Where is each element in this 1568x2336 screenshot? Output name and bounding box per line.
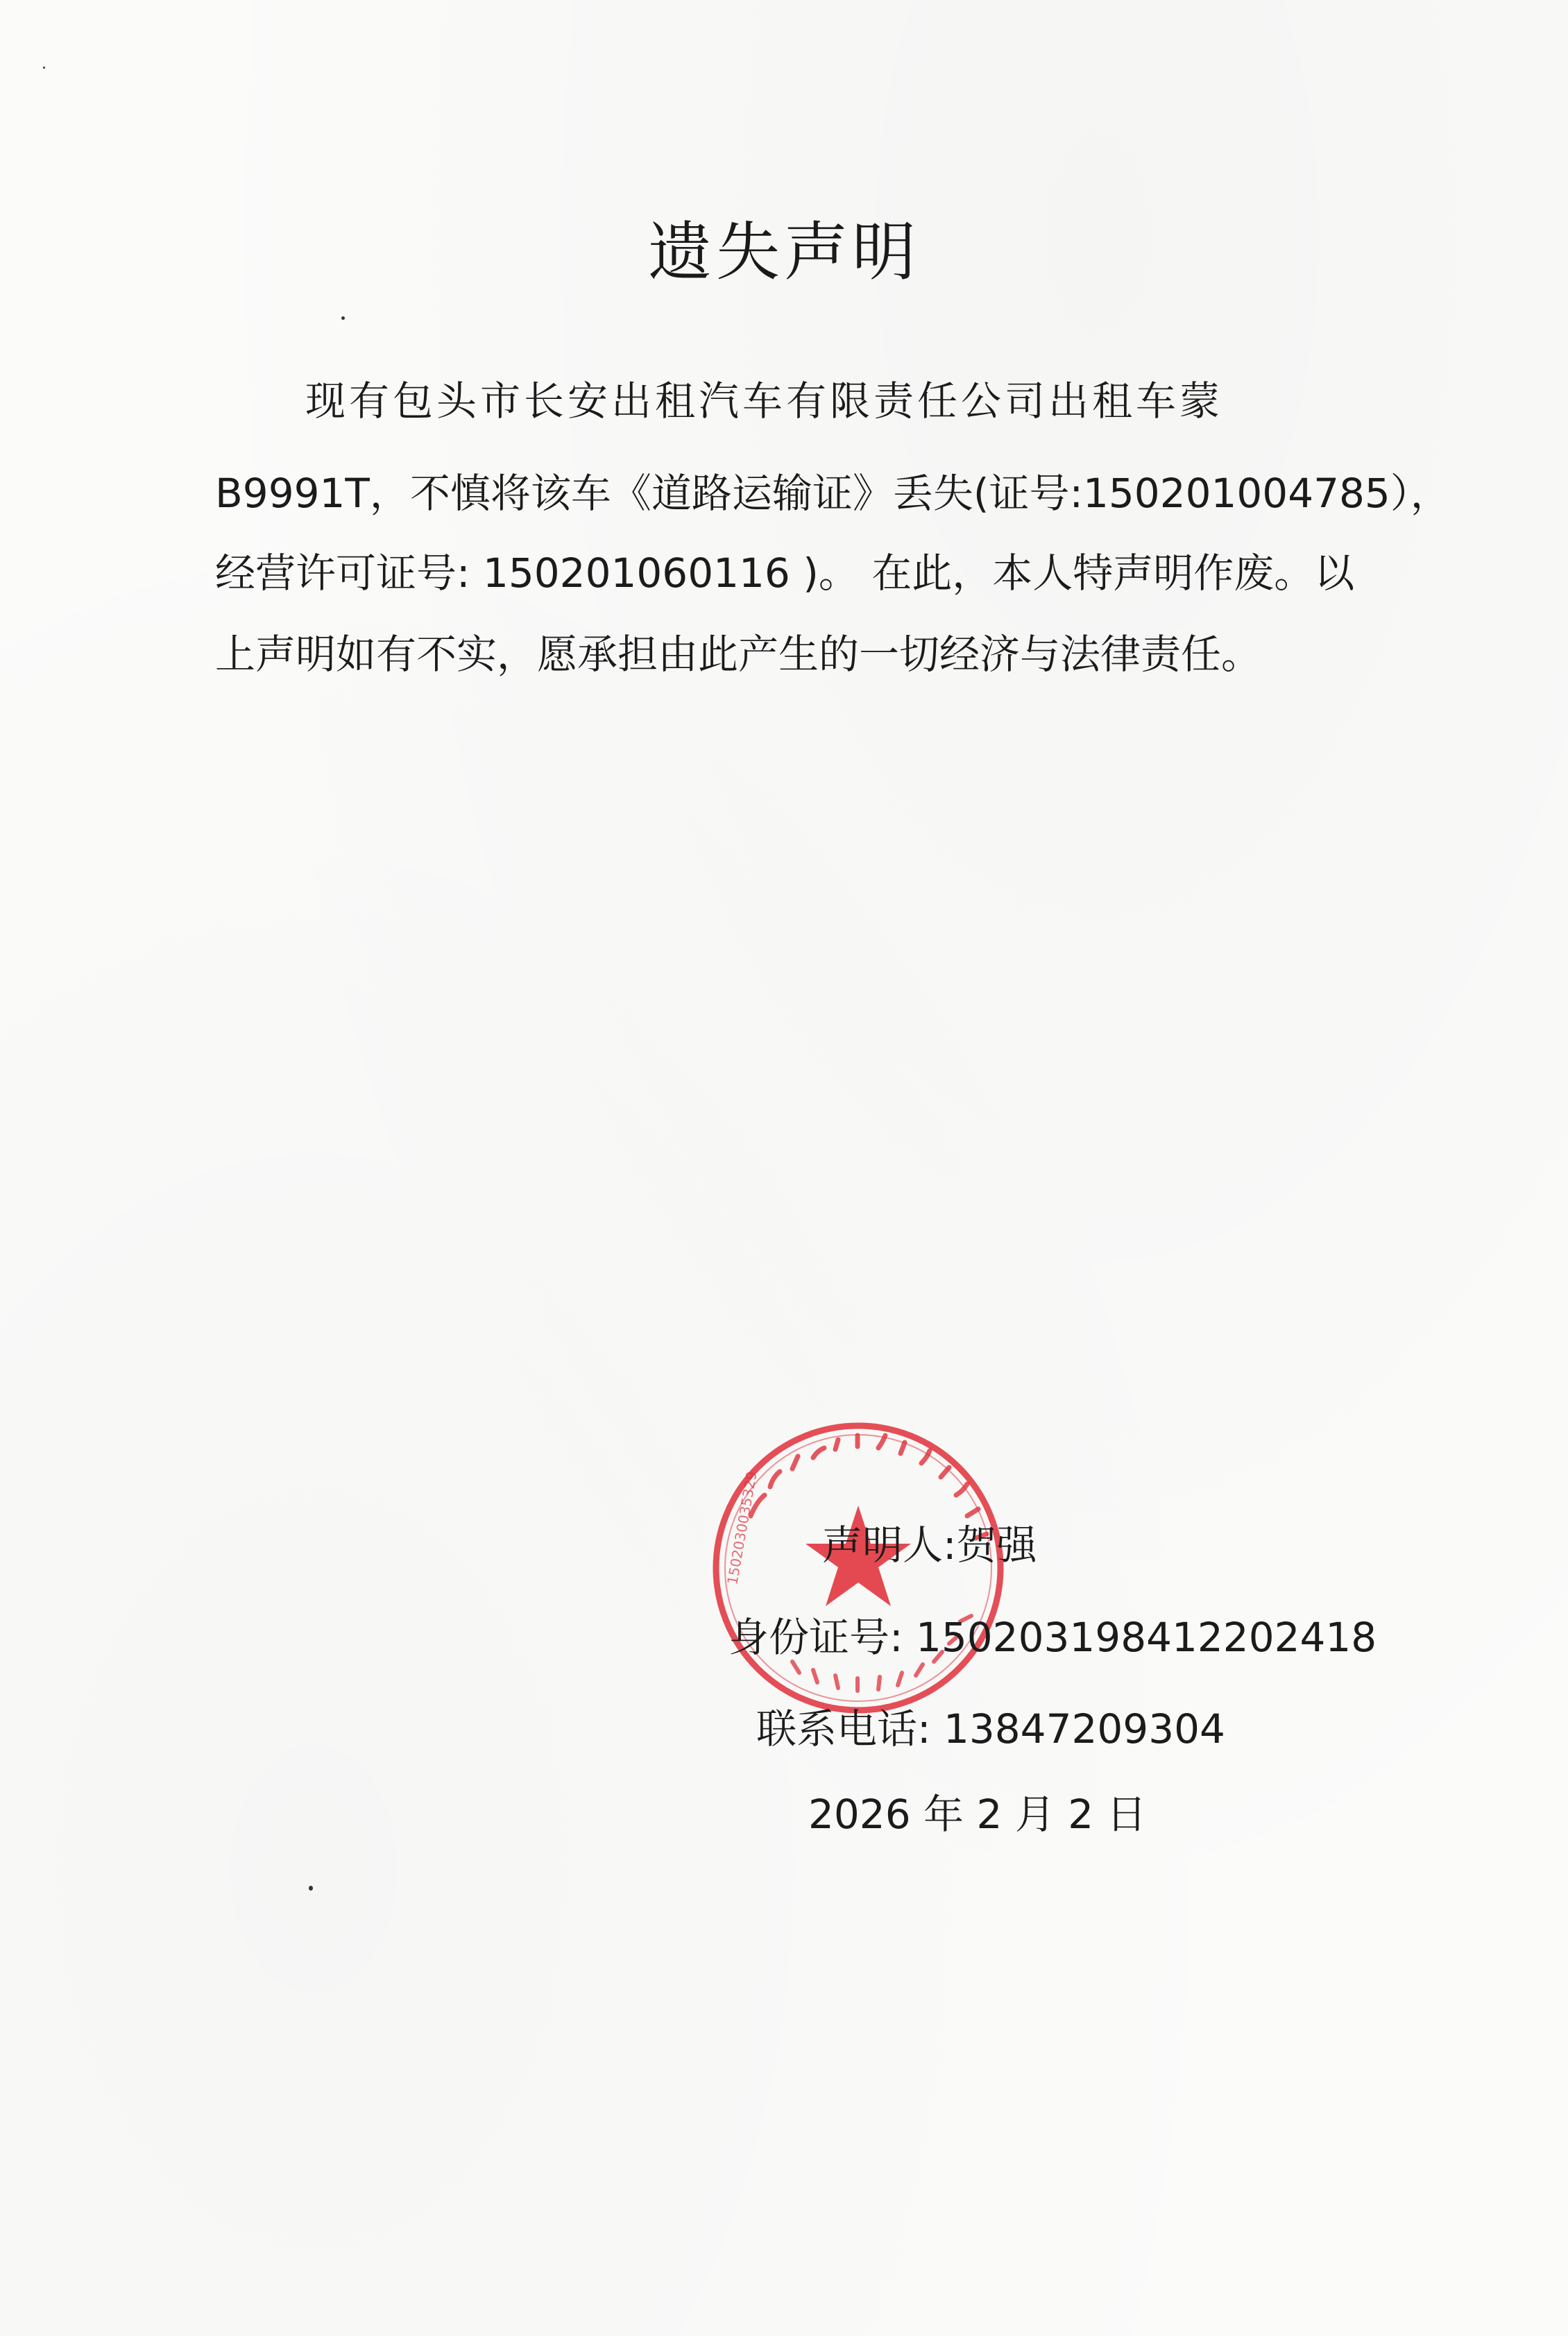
scan-speck [341, 316, 345, 320]
paragraph-line-3: 经营许可证号: 150201060116 )。 在此，本人特声明作废。以 [215, 549, 1355, 597]
paragraph-line-4: 上声明如有不实，愿承担由此产生的一切经济与法律责任。 [215, 631, 1262, 678]
scan-speck [309, 1886, 313, 1891]
scan-speck [43, 67, 45, 69]
document-title: 遗失声明 [647, 215, 920, 289]
declarant-name: 声明人:贺强 [822, 1521, 1037, 1569]
svg-text:1502030035329: 1502030035329 [724, 1469, 760, 1586]
id-number: 身份证号: 150203198412202418 [728, 1614, 1377, 1661]
paragraph-line-1: 现有包头市长安出租汽车有限责任公司出租车蒙 [305, 377, 1224, 425]
contact-phone: 联系电话: 13847209304 [756, 1705, 1225, 1753]
paragraph-line-2: B9991T，不慎将该车《道路运输证》丢失(证号:150201004785）， [215, 470, 1451, 517]
declaration-date: 2026 年 2 月 2 日 [808, 1791, 1147, 1838]
